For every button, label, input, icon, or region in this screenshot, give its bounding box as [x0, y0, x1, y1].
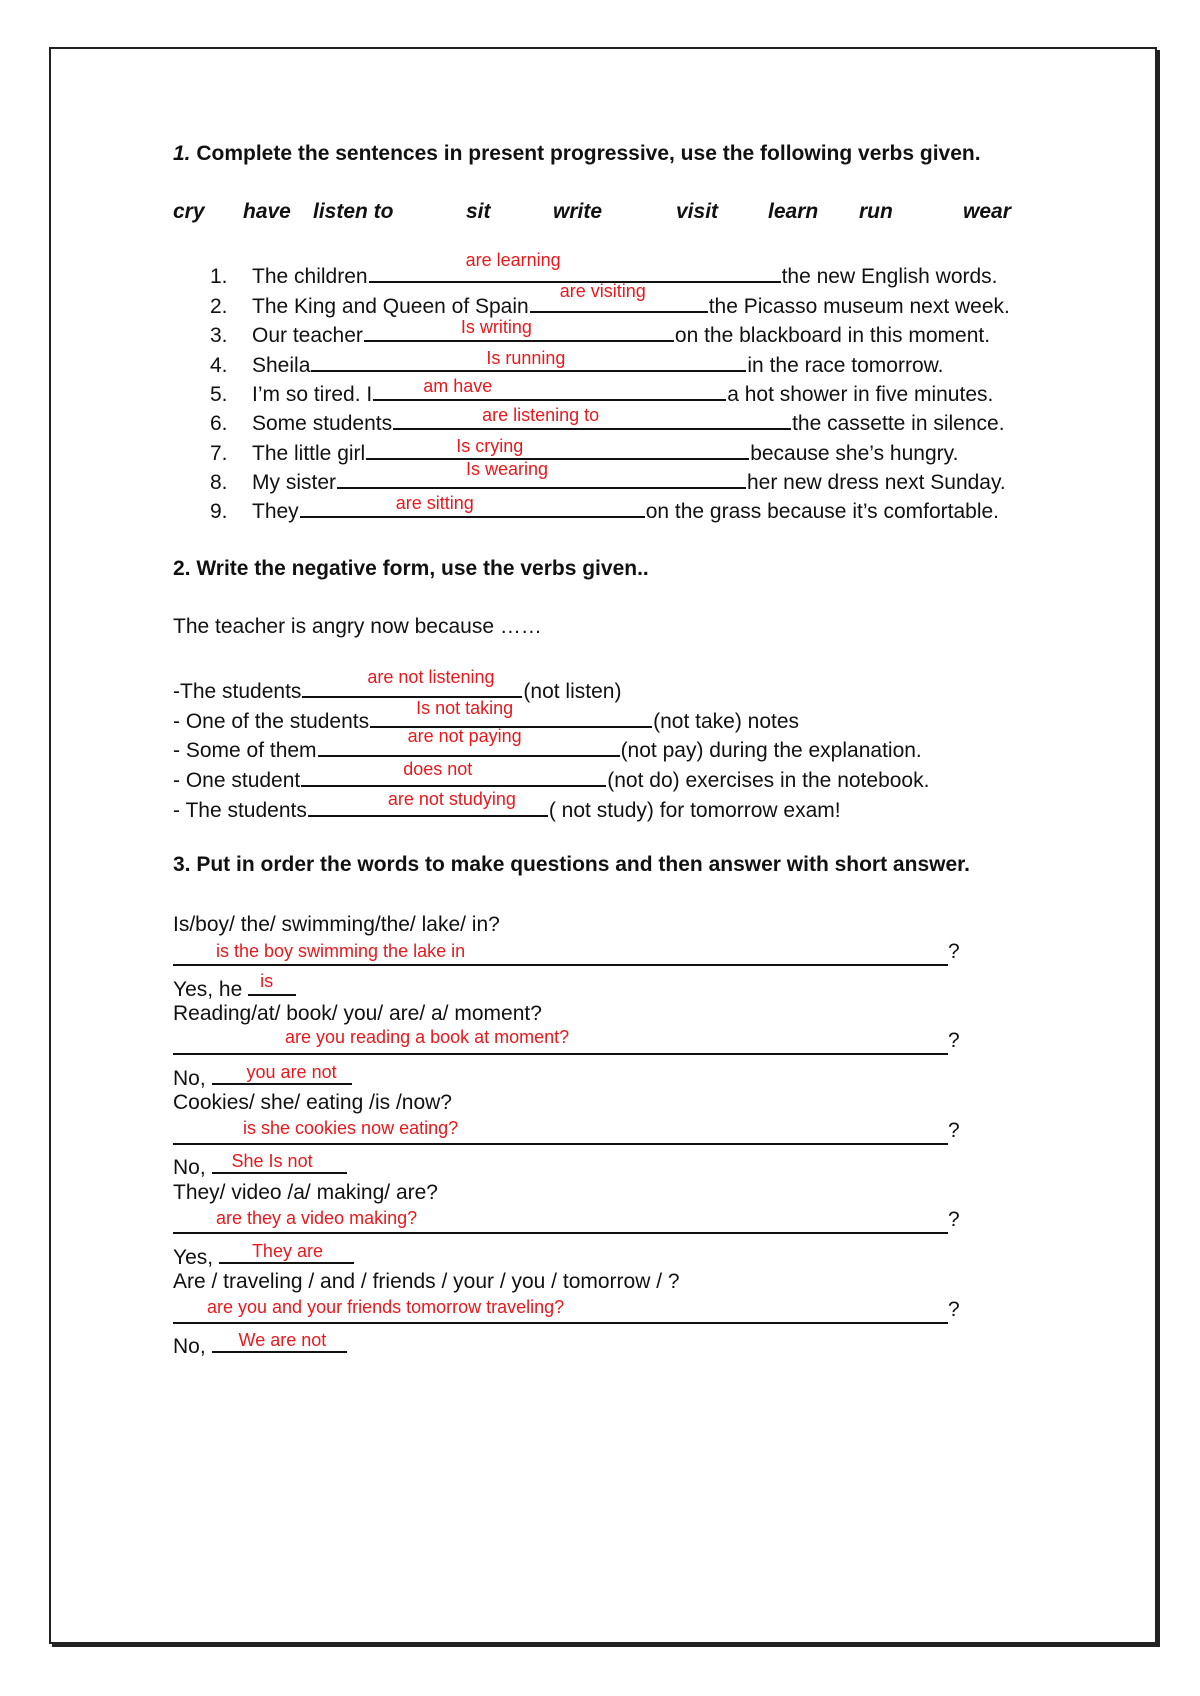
list-item: 2. The King and Queen of Spain are visiting the Picasso museum next week.	[210, 281, 1010, 318]
section1-heading-text: Complete the sentences in present progressive, use the following verbs given.	[196, 142, 981, 165]
handwritten-answer: are not paying	[407, 726, 522, 746]
question-prompt: They/ video /a/ making/ are?	[173, 1181, 438, 1204]
verb-learn: learn	[768, 200, 819, 223]
handwritten-answer: are visiting	[559, 281, 646, 301]
handwritten-answer: does not	[403, 759, 473, 779]
list-item: - One of the students Is not taking (not take) notes	[173, 698, 800, 733]
verb-cry: cry	[173, 200, 205, 223]
question-mark: ?	[948, 1029, 960, 1052]
question-prompt: Are / traveling / and / friends / your / you / tomorrow / ?	[173, 1270, 680, 1293]
answer-blank[interactable]	[212, 1329, 347, 1353]
answer-blank[interactable]	[212, 1150, 347, 1174]
answer-line[interactable]	[173, 1053, 948, 1055]
short-answer: Yes, They are	[173, 1240, 354, 1271]
handwritten-answer: are not listening	[367, 667, 495, 687]
handwritten-answer: We are not	[238, 1330, 327, 1350]
answer-blank[interactable]	[311, 348, 746, 372]
answer-blank[interactable]	[248, 972, 296, 996]
list-item: 6. Some students are listening to the cassette in silence.	[210, 405, 1005, 435]
answer-blank[interactable]	[369, 250, 781, 283]
answer-blank[interactable]	[301, 759, 606, 787]
section1-heading	[173, 141, 981, 167]
list-item: 5. I’m so tired. I am have a hot shower in five minutes.	[210, 376, 994, 406]
question-prompt: Cookies/ she/ eating /is /now?	[173, 1091, 452, 1114]
verb-listen-to: listen to	[313, 200, 394, 223]
answer-line[interactable]	[173, 1322, 948, 1324]
answer-blank[interactable]	[219, 1240, 354, 1264]
question-mark: ?	[948, 940, 960, 963]
list-item: 1. The children are learning the new English words.	[210, 250, 998, 288]
section2-heading: 2. Write the negative form, use the verbs given..	[173, 557, 649, 580]
list-item: - One student does not (not do) exercises in the notebook.	[173, 759, 930, 792]
answer-blank[interactable]	[530, 281, 708, 313]
handwritten-answer: are you and your friends tomorrow traveling?	[207, 1297, 565, 1317]
handwritten-answer: am have	[423, 376, 493, 396]
short-answer: Yes, he is	[173, 972, 296, 1003]
answer-blank[interactable]	[366, 436, 749, 460]
answer-line[interactable]	[173, 1143, 948, 1145]
handwritten-answer: is	[260, 971, 274, 991]
handwritten-answer: Is writing	[460, 317, 532, 337]
answer-line[interactable]	[173, 964, 948, 966]
answer-blank[interactable]	[302, 667, 522, 698]
section1-number: 1.	[173, 142, 191, 165]
answer-blank[interactable]	[364, 318, 674, 342]
verb-visit: visit	[676, 200, 719, 223]
verb-write: write	[553, 200, 603, 223]
handwritten-answer: are they a video making?	[216, 1208, 418, 1228]
list-item: - The students are not studying ( not study) for tomorrow exam!	[173, 789, 841, 822]
handwritten-answer: She Is not	[231, 1151, 313, 1171]
question-prompt: Reading/at/ book/ you/ are/ a/ moment?	[173, 1002, 542, 1025]
question-mark: ?	[948, 1119, 960, 1142]
answer-blank[interactable]	[393, 406, 791, 430]
short-answer: No, She Is not	[173, 1150, 347, 1181]
answer-blank[interactable]	[337, 459, 746, 489]
handwritten-answer: are not studying	[387, 789, 516, 809]
handwritten-answer: are sitting	[395, 493, 474, 513]
list-item: -The students are not listening (not listen)	[173, 667, 622, 703]
list-item: 4. Sheila Is running in the race tomorrow.	[210, 348, 944, 377]
answer-blank[interactable]	[370, 698, 652, 728]
handwritten-answer: are listening to	[482, 405, 600, 425]
answer-blank[interactable]	[300, 494, 645, 518]
answer-blank[interactable]	[318, 726, 620, 757]
question-mark: ?	[948, 1208, 960, 1231]
handwritten-answer: They are	[251, 1241, 323, 1261]
verb-have: have	[243, 200, 291, 223]
list-item: 8. My sister Is wearing her new dress next Sunday.	[210, 459, 1006, 494]
section2-intro: The teacher is angry now because ……	[173, 615, 542, 638]
verb-wear: wear	[963, 200, 1011, 223]
handwritten-answer: are learning	[465, 250, 561, 270]
handwritten-answer: Is wearing	[466, 459, 549, 479]
list-item: - Some of them are not paying (not pay) during the explanation.	[173, 726, 922, 762]
answer-blank[interactable]	[212, 1061, 352, 1085]
handwritten-answer: Is not taking	[416, 698, 514, 718]
section3-heading: 3. Put in order the words to make questions and then answer with short answer.	[173, 853, 970, 876]
handwritten-answer: Is running	[486, 348, 566, 368]
handwritten-answer: is the boy swimming the lake in	[216, 941, 466, 961]
list-item: 7. The little girl Is crying because she’s hungry.	[210, 436, 959, 465]
handwritten-answer: are you reading a book at moment?	[285, 1027, 570, 1047]
list-item: 3. Our teacher Is writing on the blackboard in this moment.	[210, 317, 991, 347]
answer-blank[interactable]	[373, 377, 726, 401]
short-answer: No, you are not	[173, 1061, 352, 1092]
answer-blank[interactable]	[308, 789, 548, 817]
list-item: 9. They are sitting on the grass because it’s comfortable.	[210, 493, 999, 523]
question-prompt: Is/boy/ the/ swimming/the/ lake/ in?	[173, 913, 500, 936]
handwritten-answer: you are not	[246, 1062, 337, 1082]
short-answer: No, We are not	[173, 1329, 347, 1360]
verb-sit: sit	[466, 200, 491, 223]
answer-line[interactable]	[173, 1232, 948, 1234]
handwritten-answer: Is crying	[456, 436, 524, 456]
verb-run: run	[859, 200, 893, 223]
handwritten-answer: is she cookies now eating?	[243, 1118, 459, 1138]
question-mark: ?	[948, 1298, 960, 1321]
